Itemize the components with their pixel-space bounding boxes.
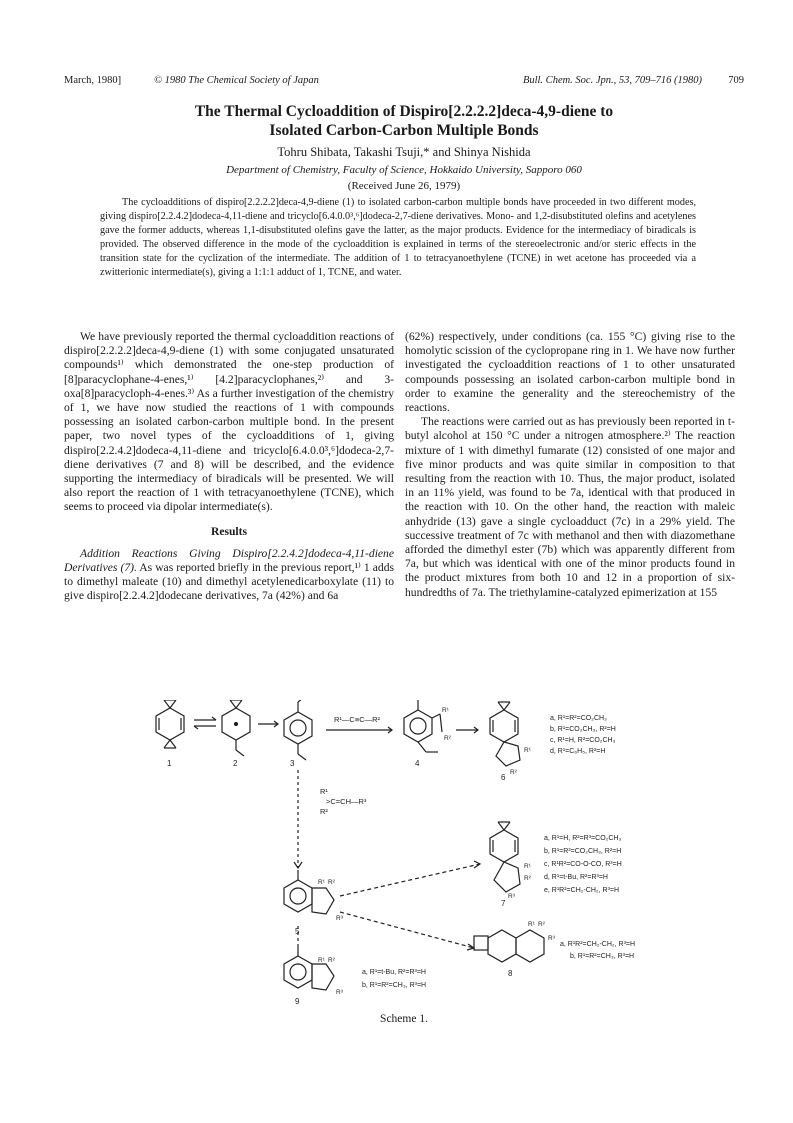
list7-item: a, R¹=H, R²=R³=CO₂CH₃ (544, 835, 622, 842)
intro-paragraph: We have previously reported the thermal cycloaddition reactions of dispiro[2.2.2.2]deca-4,9-diene (1) with some conjugated unsaturated compounds¹⁾ which demonstrated the one-step production of [8]paracyclophane-4-enes,¹⁾ [4.2]paracyclophanes,²⁾ and 3-oxa[8]paracycloph-4-enes.³⁾ As a further investigation of the chemistry of 1, we have now studied the reactions of 1 with compounds possessing an isolated carbon-carbon multiple bond. In the present paper, two novel types of the cycloadditions of 1, giving dispiro[2.2.4.2]dodeca-4,11-diene and tricyclo[6.4.0.0³,⁶]dodeca-2,7-diene derivatives (7 and 8) will be described, and the evidence supporting the intermediacy of biradicals will be presented. We will also report the reaction of 1 with tetracyanoethylene (TCNE), which seems to proceed via dipolar intermediate(s). (64, 330, 394, 514)
list7-item: b, R¹=R³=CO₂CH₃, R²=H (544, 848, 622, 855)
label-4: 4 (415, 759, 420, 768)
sub-r2-4: R² (444, 735, 451, 742)
sub-r2-8: R² (538, 921, 545, 928)
label-3: 3 (290, 759, 295, 768)
label-5: 5 (295, 927, 300, 936)
label-8: 8 (508, 969, 513, 978)
label-6: 6 (501, 773, 506, 782)
sub-r3-7: R³ (508, 893, 515, 900)
sub-r2-7: R² (524, 875, 531, 882)
subsection-heading: Addition Reactions Giving Dispiro[2.2.4.2]dodeca-4,11-diene Derivatives (7). (64, 546, 394, 575)
sub-r1-5: R¹ (318, 879, 325, 886)
structure-5 (284, 870, 334, 914)
cyclization-arrow (456, 727, 478, 733)
list6-item: c, R¹=H, R²=CO₂CH₃ (550, 737, 616, 744)
list7-item: e, R¹R²=CH₂-CH₂, R³=H (544, 887, 620, 894)
sub-r3-9: R³ (336, 989, 343, 996)
structure-8 (474, 930, 544, 962)
list8-item: b, R¹=R²=CH₃, R³=H (570, 953, 635, 960)
reagent-alkene-r2: R² (320, 807, 328, 816)
list6-item: d, R¹=C₆H₅, R²=H (550, 748, 606, 755)
list6-item: b, R¹=CO₂CH₃, R²=H (550, 726, 616, 733)
label-7: 7 (501, 899, 506, 908)
list-6 (550, 715, 616, 755)
results-text: As was reported briefly in the previous report,¹⁾ 1 adds to dimethyl maleate (10) and dimethyl acetylenedicarboxylate (11) to give dispiro[2.2.4.2]dodecane derivatives, 7a (42%) and 6a (64, 561, 394, 603)
structure-9 (284, 946, 334, 990)
list7-item: c, R¹R²=CO-O-CO, R³=H (544, 861, 622, 868)
alkyne-arrow (326, 727, 392, 733)
affiliation: Department of Chemistry, Faculty of Science, Hokkaido University, Sapporo 060 (226, 164, 582, 176)
path-to-8 (340, 912, 474, 948)
abstract: The cycloadditions of dispiro[2.2.2.2]deca-4,9-diene (1) to isolated carbon-carbon multiple bonds have proceeded in two different modes, giving dispiro[2.2.4.2]dodeca-4,11-diene and tricyclo[6.4.0.0³,⁶]dodeca-2,7-diene derivatives. Mono- and 1,2-disubstituted olefins and acetylenes gave the former adducts, whereas 1,1-disubstituted olefins gave the latter, as the major products. Evidence for the intermediacy of biradicals is provided. The observed difference in the mode of the cycloaddition is explained in terms of the stereoelectronic and/or steric effects in the transition state for the cyclization of the intermediate. The addition of 1 to tetracyanoethylene (TCNE) in wet acetone has proceeded via a zwitterionic intermediate(s), giving a 1:1:1 adduct of 1, TCNE, and water. (100, 197, 696, 279)
page-number: 709 (728, 75, 744, 86)
sub-r1-7: R¹ (524, 863, 531, 870)
results-paragraph (64, 547, 394, 604)
equilibrium-arrow (194, 717, 216, 729)
structure-3 (284, 700, 312, 760)
label-2: 2 (233, 759, 238, 768)
issue-date: March, 1980] (64, 75, 122, 86)
author-list: Tohru Shibata, Takashi Tsuji,* and Shinya Nishida (277, 145, 531, 159)
sub-r3-8: R³ (548, 935, 555, 942)
label-9: 9 (295, 997, 300, 1006)
list-7 (544, 835, 622, 894)
running-head (64, 75, 744, 89)
structure-1 (156, 700, 184, 748)
list-8 (560, 941, 635, 960)
sub-r2-5: R² (328, 879, 335, 886)
continued-paragraph: (62%) respectively, under conditions (ca. 155 °C) giving rise to the homolytic scission of the cyclopropane ring in 1. We have now further investigated the cycloaddition reactions of 1 to other unsaturated compounds possessing an isolated carbon-carbon multiple bond in order to examine the generality and the stereochemistry of the reactions. (405, 330, 735, 415)
sub-r1-9: R¹ (318, 957, 325, 964)
sub-r2-6: R² (510, 769, 517, 776)
reagent-alkyne: R¹—C≡C—R² (334, 715, 381, 724)
label-1: 1 (167, 759, 172, 768)
structure-4 (404, 700, 442, 752)
reactions-paragraph: The reactions were carried out as has previously been reported in t-butyl alcohol at 150 °C under a nitrogen atmosphere.²⁾ The reaction mixture of 1 with dimethyl fumarate (12) consisted of one major and five minor products and was quite similar in composition to that resulting from the reaction with 10. Thus, the major product, isolated in an 11% yield, was found to be 7a, identical with that produced in the reaction with 10. On the other hand, the reaction with maleic anhydride (13) gave a single cycloadduct (7c) in a 29% yield. The successive treatment of 7c with methanol and then with diazomethane afforded the dimethyl ester (7b) which was apparently different from 7a, but which was identical with one of the minor products found in the product mixtures from both 10 and 12 in a proportion of six-hundredths of 7a. The triethylamine-catalyzed epimerization at 155 (405, 415, 735, 599)
reagent-alkene: >C=CH—R³ (326, 797, 367, 806)
left-column (64, 330, 394, 604)
sub-r3-5: R³ (336, 915, 343, 922)
sub-r1-4: R¹ (442, 707, 449, 714)
title-line-1: The Thermal Cycloaddition of Dispiro[2.2.2.2]deca-4,9-diene to (194, 103, 614, 120)
structure-7 (490, 822, 520, 892)
forward-arrow (258, 721, 278, 727)
copyright-notice: © 1980 The Chemical Society of Japan (154, 75, 319, 86)
structure-2 (222, 700, 250, 756)
received-date: (Received June 26, 1979) (347, 180, 461, 192)
results-heading: Results (210, 524, 248, 538)
sub-r1-8: R¹ (528, 921, 535, 928)
journal-citation: Bull. Chem. Soc. Jpn., 53, 709–716 (1980) (522, 75, 702, 86)
path-to-7 (340, 864, 480, 896)
reaction-scheme (140, 700, 680, 1030)
list-9 (362, 969, 426, 989)
title-line-2: Isolated Carbon-Carbon Multiple Bonds (269, 122, 539, 139)
list9-item: b, R¹=R²=CH₃, R³=H (362, 982, 427, 989)
sub-r1-6: R¹ (524, 747, 531, 754)
list7-item: d, R¹=t-Bu, R²=R³=H (544, 874, 608, 881)
right-column (405, 330, 735, 600)
list8-item: a, R¹R²=CH₂-CH₂, R³=H (560, 941, 636, 948)
list9-item: a, R¹=t-Bu, R²=R³=H (362, 969, 426, 976)
reagent-alkene-r1: R¹ (320, 787, 328, 796)
scheme-caption: Scheme 1. (380, 1013, 428, 1025)
structure-6 (490, 702, 520, 766)
article-title (64, 102, 744, 140)
list6-item: a, R¹=R²=CO₂CH₃ (550, 715, 607, 722)
sub-r2-9: R² (328, 957, 335, 964)
